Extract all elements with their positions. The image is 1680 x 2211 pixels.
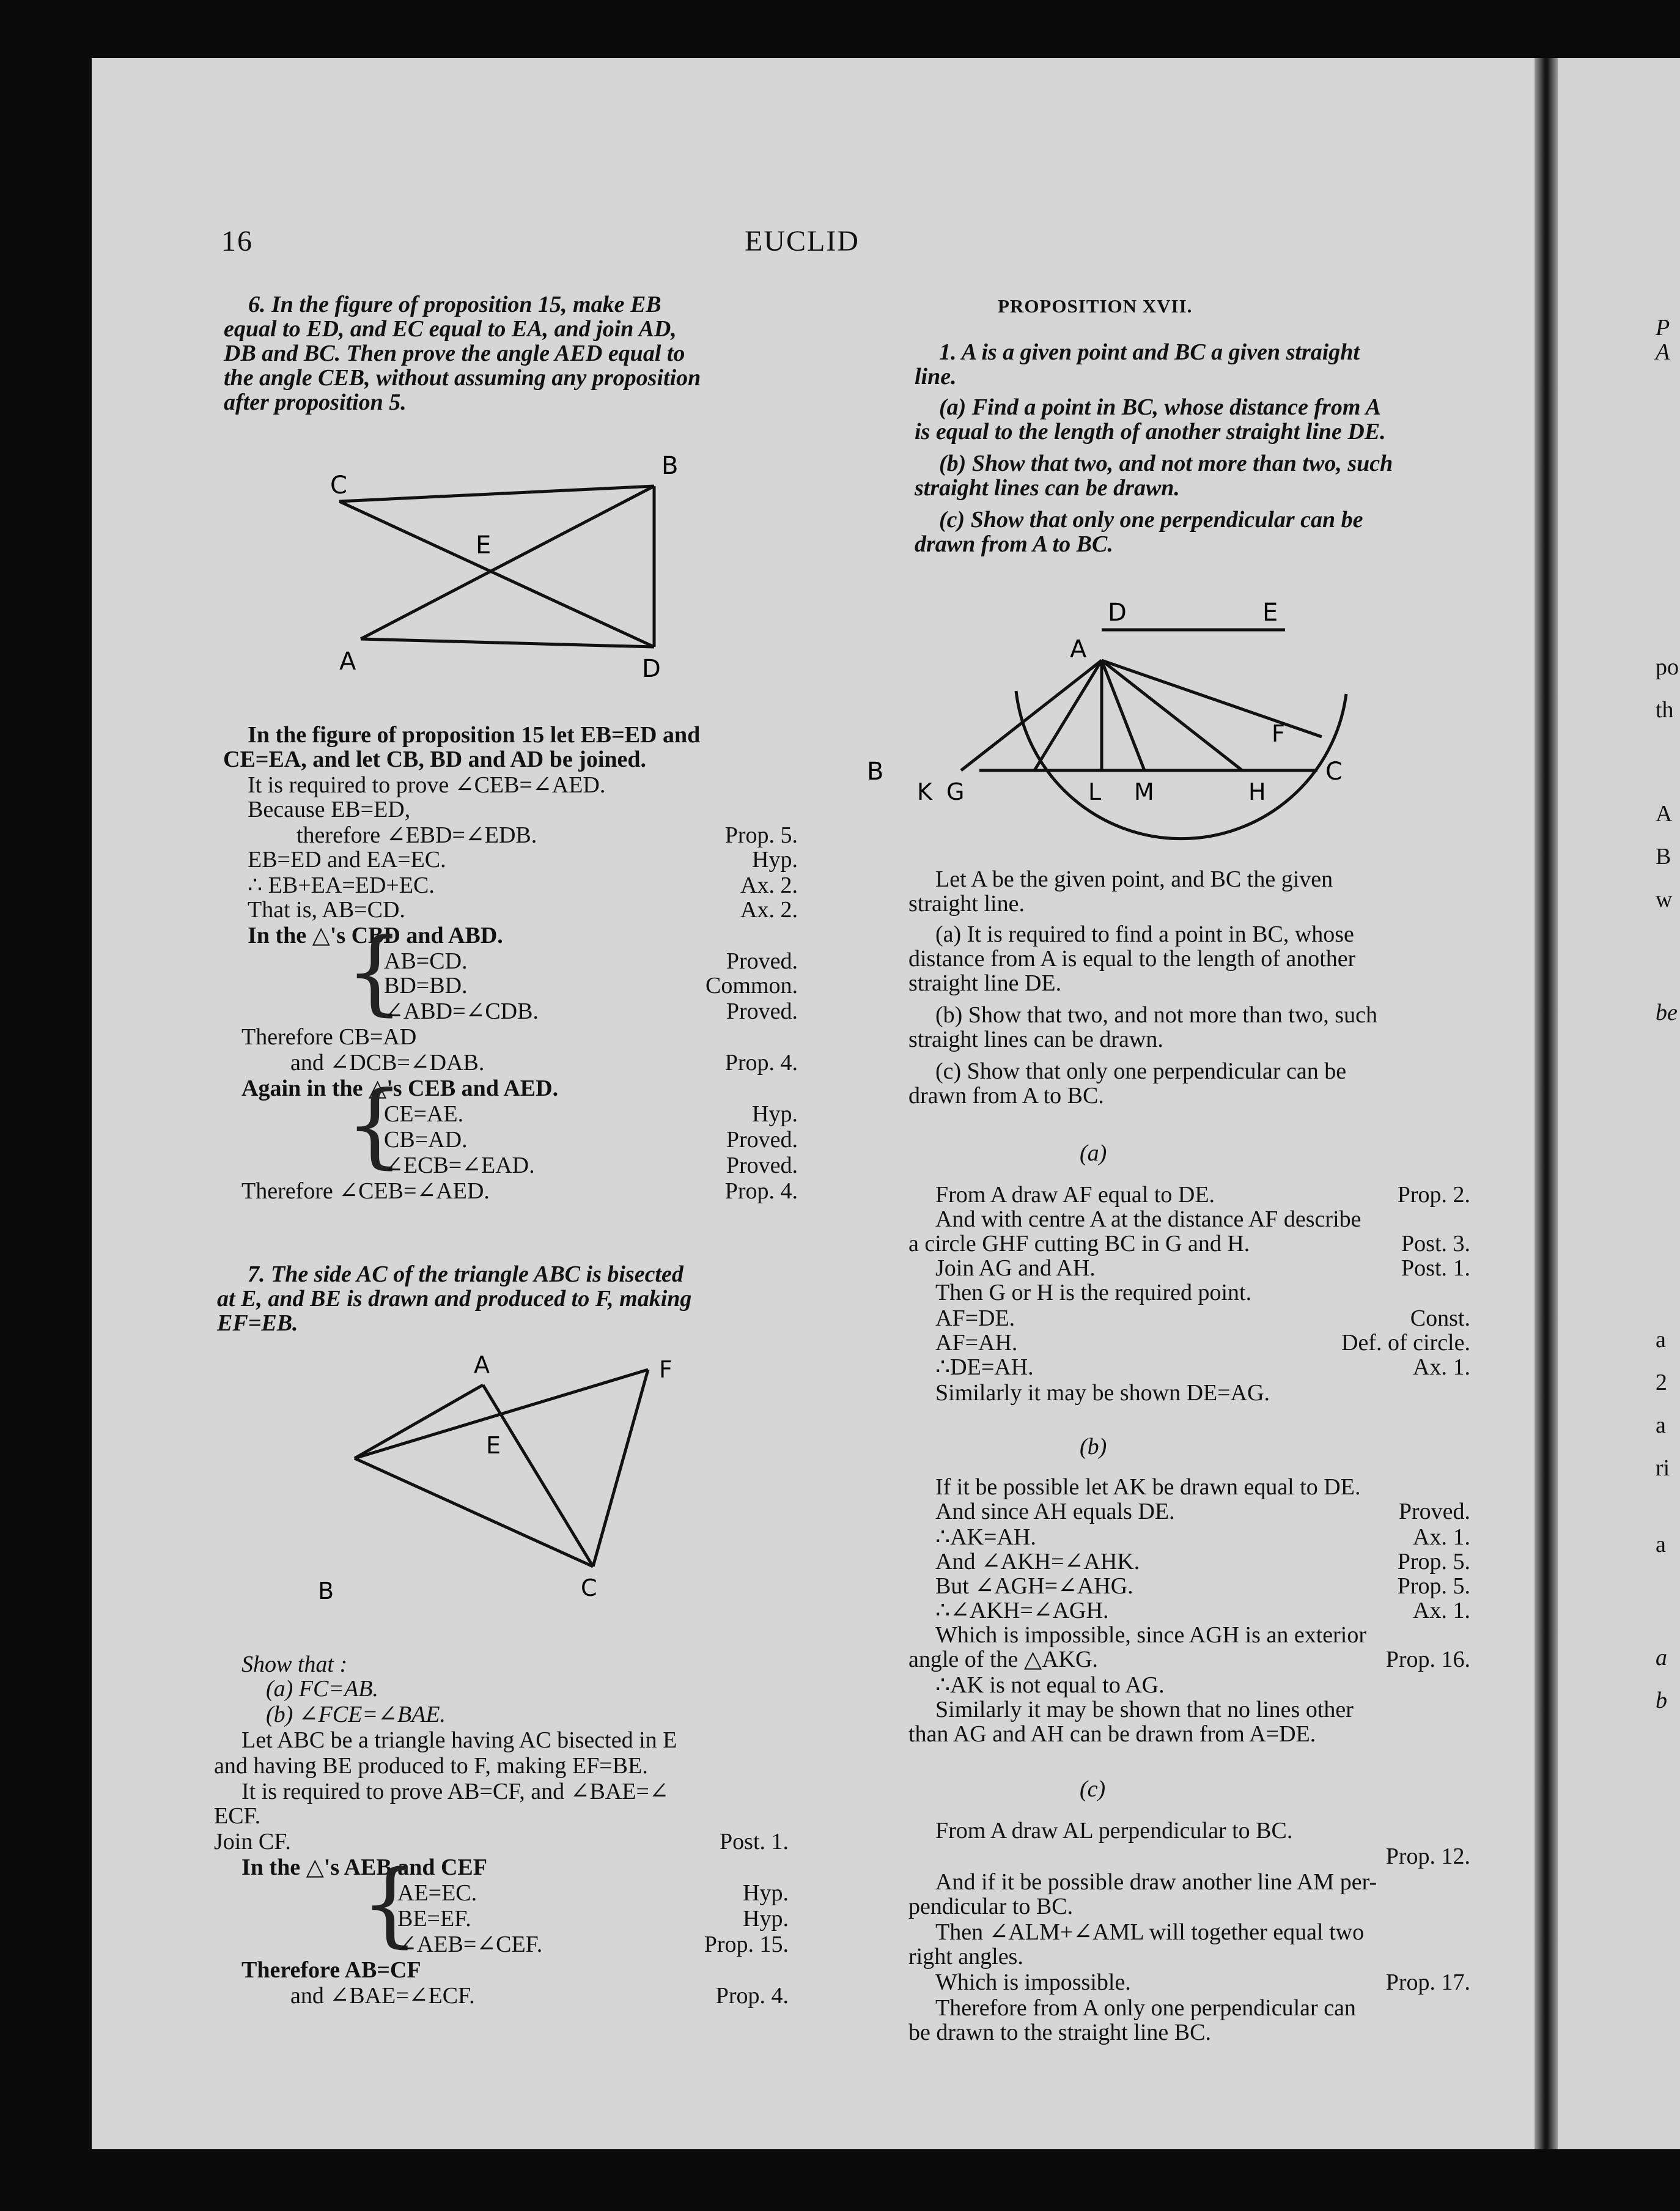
label-G: G bbox=[946, 778, 965, 805]
proof-line: Therefore ∠CEB=∠AED. bbox=[241, 1178, 490, 1204]
proof-line: than AG and AH can be drawn from A=DE. bbox=[908, 1721, 1316, 1747]
proof-reason: Const. bbox=[1410, 1305, 1470, 1331]
proof-line: and ∠BAE=∠ECF. bbox=[290, 1983, 475, 2009]
proof-reason: Hyp. bbox=[743, 1880, 789, 1906]
proof-line: If it be possible let AK be drawn equal to DE. bbox=[935, 1474, 1361, 1500]
exercise-6-line: after proposition 5. bbox=[224, 389, 407, 415]
proof-line: In the △'s AEB and CEF bbox=[241, 1855, 487, 1880]
section-c-heading: (c) bbox=[1080, 1776, 1106, 1802]
fragment: A bbox=[1656, 339, 1670, 365]
exercise-1-line: drawn from A to BC. bbox=[915, 531, 1113, 557]
proof-reason: Ax. 1. bbox=[1413, 1598, 1470, 1623]
proof-line: ∠ABD=∠CDB. bbox=[384, 998, 539, 1024]
proof-line: That is, AB=CD. bbox=[248, 897, 405, 923]
intro-line: Let A be the given point, and BC the given bbox=[935, 866, 1333, 892]
proof-line: right angles. bbox=[908, 1944, 1023, 1969]
show-that-line: (b) ∠FCE=∠BAE. bbox=[266, 1702, 446, 1727]
fragment: a bbox=[1656, 1645, 1667, 1670]
line-AF bbox=[1102, 660, 1322, 737]
exercise-1-line: is equal to the length of another straight line DE. bbox=[915, 419, 1386, 445]
exercise-7-line: 7. The side AC of the triangle ABC is bisected bbox=[248, 1261, 683, 1287]
proof-line: ∴AK=AH. bbox=[935, 1524, 1036, 1550]
proof-reason: Prop. 5. bbox=[724, 822, 798, 848]
running-title: EUCLID bbox=[745, 225, 860, 257]
label-C: C bbox=[581, 1574, 597, 1601]
proof-line: CE=AE. bbox=[384, 1101, 464, 1127]
line-BF bbox=[355, 1370, 648, 1458]
exercise-1-line: 1. A is a given point and BC a given straight bbox=[939, 339, 1360, 365]
proof-reason: Proved. bbox=[726, 1153, 798, 1178]
proof-line: Then G or H is the required point. bbox=[935, 1280, 1252, 1305]
fragment: P bbox=[1656, 315, 1670, 341]
proof-reason: Prop. 17. bbox=[1385, 1969, 1470, 1995]
label-E: E bbox=[1262, 599, 1278, 627]
fragment: a bbox=[1656, 1327, 1666, 1353]
brace: { bbox=[361, 1851, 419, 1957]
proof-reason: Prop. 16. bbox=[1385, 1647, 1470, 1672]
proof-reason: Post. 3. bbox=[1401, 1231, 1470, 1257]
proof-reason: Hyp. bbox=[752, 847, 798, 873]
proof-line: Therefore AB=CF bbox=[241, 1957, 421, 1983]
proof-line: Therefore from A only one perpendicular can bbox=[935, 1995, 1356, 2021]
brace: { bbox=[345, 919, 404, 1025]
exercise-6-line: the angle CEB, without assuming any proposition bbox=[224, 365, 701, 391]
exercise-6-line: equal to ED, and EC equal to EA, and join AD, bbox=[224, 316, 677, 342]
exercise-1-line: (b) Show that two, and not more than two, such bbox=[939, 451, 1393, 476]
proof-line: ∴∠AKH=∠AGH. bbox=[935, 1598, 1109, 1623]
proof-line: be drawn to the straight line BC. bbox=[908, 2020, 1211, 2045]
proof-reason: Ax. 2. bbox=[740, 873, 798, 898]
book-gutter bbox=[1534, 58, 1558, 2149]
proof-reason: Ax. 1. bbox=[1413, 1354, 1470, 1380]
proof-reason: Prop. 4. bbox=[724, 1050, 798, 1076]
intro-line: drawn from A to BC. bbox=[908, 1083, 1104, 1109]
proof-line: CB=AD. bbox=[384, 1127, 468, 1153]
exercise-7-line: at E, and BE is drawn and produced to F, making bbox=[217, 1286, 692, 1312]
proof-line: Again in the △'s CEB and AED. bbox=[241, 1076, 559, 1101]
show-that-line: Show that : bbox=[241, 1652, 348, 1677]
proof-reason: Prop. 2. bbox=[1397, 1182, 1470, 1208]
line-AC bbox=[483, 1385, 593, 1567]
label-H: H bbox=[1248, 778, 1266, 805]
proof-reason: Prop. 4. bbox=[715, 1983, 789, 2009]
proof-line: BD=BD. bbox=[384, 973, 468, 998]
proof-reason: Post. 1. bbox=[1401, 1255, 1470, 1281]
section-a-heading: (a) bbox=[1080, 1140, 1107, 1166]
label-C: C bbox=[1325, 758, 1343, 786]
proof-line: Similarly it may be shown that no lines other bbox=[935, 1697, 1354, 1722]
label-B: B bbox=[661, 452, 679, 480]
proof-reason: Prop. 4. bbox=[724, 1178, 798, 1204]
book-page bbox=[92, 58, 1534, 2149]
fragment: B bbox=[1656, 844, 1671, 869]
proof-line: ECF. bbox=[214, 1803, 261, 1829]
label-F: F bbox=[659, 1356, 672, 1383]
proof-reason: Common. bbox=[706, 973, 798, 998]
proof-reason: Prop. 12. bbox=[1385, 1844, 1470, 1869]
intro-line: (b) Show that two, and not more than two, such bbox=[935, 1002, 1377, 1028]
proof-line: ∴AK is not equal to AG. bbox=[935, 1672, 1165, 1698]
exercise-1-line: line. bbox=[915, 364, 957, 389]
proof-reason: Post. 1. bbox=[720, 1829, 789, 1855]
label-A: A bbox=[1070, 635, 1087, 663]
label-F: F bbox=[1272, 720, 1285, 747]
proof-line: From A draw AL perpendicular to BC. bbox=[935, 1818, 1293, 1844]
proof-line: And since AH equals DE. bbox=[935, 1499, 1175, 1524]
proof-reason: Proved. bbox=[726, 1127, 798, 1153]
page-number: 16 bbox=[221, 225, 253, 257]
circle-GHF bbox=[1016, 691, 1346, 839]
proof-line: Join AG and AH. bbox=[935, 1255, 1096, 1281]
proof-line: ∴ EB+EA=ED+EC. bbox=[248, 873, 435, 898]
proof-line: Join CF. bbox=[214, 1829, 291, 1855]
proof-line: ∴DE=AH. bbox=[935, 1354, 1034, 1380]
proof-reason: Proved. bbox=[1398, 1499, 1470, 1524]
intro-line: (a) It is required to find a point in BC, whose bbox=[935, 921, 1354, 947]
proof-reason: Def. of circle. bbox=[1341, 1330, 1470, 1356]
intro-line: distance from A is equal to the length of another bbox=[908, 946, 1356, 972]
proof-line: and having BE produced to F, making EF=BE. bbox=[214, 1753, 648, 1779]
proof-line: From A draw AF equal to DE. bbox=[935, 1182, 1215, 1208]
proof-line: pendicular to BC. bbox=[908, 1894, 1074, 1919]
proof-line: ∠ECB=∠EAD. bbox=[384, 1153, 535, 1178]
line-CF bbox=[593, 1370, 648, 1567]
proof-reason: Proved. bbox=[726, 948, 798, 974]
proof-line: AF=DE. bbox=[935, 1305, 1015, 1331]
proof-reason: Hyp. bbox=[752, 1101, 798, 1127]
proof-reason: Ax. 1. bbox=[1413, 1524, 1470, 1550]
fragment: be bbox=[1656, 1000, 1678, 1025]
proposition-title: PROPOSITION XVII. bbox=[998, 295, 1193, 317]
proof-line: Therefore CB=AD bbox=[241, 1024, 417, 1050]
proof-reason: Prop. 5. bbox=[1397, 1549, 1470, 1574]
fragment: th bbox=[1656, 697, 1674, 723]
proof-line: Which is impossible. bbox=[935, 1969, 1131, 1995]
proof-line: Let ABC be a triangle having AC bisected in E bbox=[241, 1727, 677, 1753]
label-A: A bbox=[339, 648, 356, 676]
label-E: E bbox=[476, 531, 492, 559]
proof-line: therefore ∠EBD=∠EDB. bbox=[297, 822, 537, 848]
fragment: w bbox=[1656, 887, 1673, 912]
proof-line: and ∠DCB=∠DAB. bbox=[290, 1050, 485, 1076]
exercise-1-line: (c) Show that only one perpendicular can be bbox=[939, 507, 1363, 533]
label-L: L bbox=[1088, 778, 1102, 805]
fragment: po bbox=[1656, 654, 1679, 680]
proof-line: In the △'s CBD and ABD. bbox=[248, 923, 503, 948]
next-page-edge bbox=[1558, 58, 1680, 2149]
fragment: ri bbox=[1656, 1455, 1670, 1481]
proof-line: In the figure of proposition 15 let EB=ED and bbox=[248, 722, 701, 748]
show-that-line: (a) FC=AB. bbox=[266, 1676, 378, 1702]
proof-line: Which is impossible, since AGH is an exterior bbox=[935, 1622, 1366, 1648]
proof-line: It is required to prove ∠CEB=∠AED. bbox=[248, 772, 606, 798]
label-A: A bbox=[474, 1351, 490, 1378]
fragment: a bbox=[1656, 1412, 1666, 1438]
line-AG bbox=[961, 660, 1102, 770]
label-E: E bbox=[486, 1432, 501, 1459]
exercise-1-line: (a) Find a point in BC, whose distance from A bbox=[939, 394, 1381, 420]
intro-line: straight lines can be drawn. bbox=[908, 1027, 1163, 1052]
proof-line: ∠AEB=∠CEF. bbox=[397, 1932, 543, 1957]
line-AK bbox=[1034, 660, 1102, 770]
proof-reason: Hyp. bbox=[743, 1906, 789, 1932]
proof-reason: Ax. 2. bbox=[740, 897, 798, 923]
label-M: M bbox=[1134, 778, 1154, 805]
proof-line: Because EB=ED, bbox=[248, 797, 411, 822]
proof-line: AB=CD. bbox=[384, 948, 468, 974]
exercise-1-line: straight lines can be drawn. bbox=[915, 475, 1180, 501]
proof-line: But ∠AGH=∠AHG. bbox=[935, 1573, 1133, 1599]
proof-line: CE=EA, and let CB, BD and AD be joined. bbox=[223, 747, 647, 772]
exercise-7-line: EF=EB. bbox=[217, 1310, 298, 1336]
line-BA bbox=[355, 1385, 483, 1458]
proof-reason: Prop. 5. bbox=[1397, 1573, 1470, 1599]
label-K: K bbox=[917, 778, 932, 805]
proof-reason: Prop. 15. bbox=[704, 1932, 789, 1957]
exercise-6-line: 6. In the figure of proposition 15, make EB bbox=[248, 292, 661, 317]
proof-line: Similarly it may be shown DE=AG. bbox=[935, 1380, 1270, 1406]
exercise-6-line: DB and BC. Then prove the angle AED equal to bbox=[224, 341, 685, 366]
proof-line: Then ∠ALM+∠AML will together equal two bbox=[935, 1919, 1365, 1945]
intro-line: (c) Show that only one perpendicular can be bbox=[935, 1058, 1347, 1084]
label-C: C bbox=[330, 471, 347, 500]
proof-line: And ∠AKH=∠AHK. bbox=[935, 1549, 1140, 1574]
line-BC bbox=[355, 1458, 593, 1567]
fragment: a bbox=[1656, 1532, 1666, 1557]
fragment: b bbox=[1656, 1688, 1667, 1713]
label-B: B bbox=[318, 1578, 334, 1604]
proof-reason: Proved. bbox=[726, 998, 798, 1024]
proof-line: EB=ED and EA=EC. bbox=[248, 847, 446, 873]
proof-line: a circle GHF cutting BC in G and H. bbox=[908, 1231, 1250, 1257]
proof-line: AF=AH. bbox=[935, 1330, 1018, 1356]
proof-line: AE=EC. bbox=[397, 1880, 477, 1906]
intro-line: straight line. bbox=[908, 891, 1025, 917]
proof-line: And if it be possible draw another line AM per- bbox=[935, 1869, 1377, 1895]
proof-line: And with centre A at the distance AF describe bbox=[935, 1206, 1361, 1232]
figure-prop17 bbox=[92, 58, 1534, 914]
label-B: B bbox=[867, 758, 884, 786]
section-b-heading: (b) bbox=[1080, 1434, 1107, 1460]
proof-line: BE=EF. bbox=[397, 1906, 471, 1932]
proof-line: It is required to prove AB=CF, and ∠BAE=∠ bbox=[241, 1779, 669, 1804]
brace: { bbox=[345, 1072, 404, 1178]
fragment: 2 bbox=[1656, 1370, 1667, 1395]
label-D: D bbox=[642, 655, 661, 683]
fragment: A bbox=[1656, 801, 1673, 827]
proof-line: angle of the △AKG. bbox=[908, 1647, 1098, 1672]
label-D: D bbox=[1108, 599, 1127, 627]
intro-line: straight line DE. bbox=[908, 970, 1062, 996]
